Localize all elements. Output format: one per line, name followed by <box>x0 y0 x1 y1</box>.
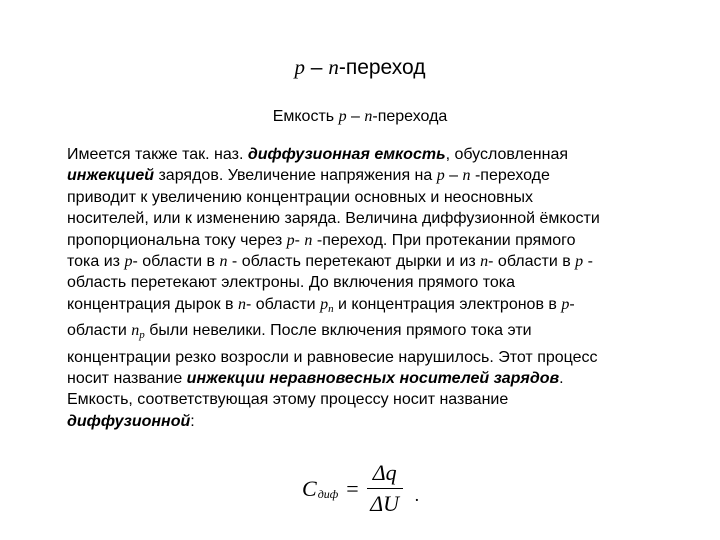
text-run: - <box>294 231 305 249</box>
text-run: и концентрация электронов в <box>333 295 562 313</box>
symbol-pn-subscript: n <box>328 302 334 315</box>
formula-numerator: Δq <box>367 460 403 489</box>
paragraph-line-13 <box>67 411 667 432</box>
formula-equals: = <box>346 475 359 501</box>
term-nonequilibrium-injection: инжекции неравновесных носителей зарядов <box>186 370 560 388</box>
text-run: – <box>444 167 463 185</box>
text-run: области <box>67 322 132 340</box>
paragraph-line-8 <box>67 294 667 320</box>
symbol-np: n <box>131 322 140 340</box>
symbol-n: n <box>480 253 489 271</box>
text-run: , обусловленная <box>445 146 568 163</box>
symbol-n: n <box>238 295 246 313</box>
text-run: -переходе <box>470 167 550 185</box>
text-run: зарядов. Увеличение напряжения на <box>154 167 437 185</box>
paragraph-line-2 <box>67 165 667 186</box>
paragraph-line-9 <box>67 320 667 346</box>
symbol-n: n <box>462 167 471 185</box>
diffusion-capacitance-formula <box>302 460 419 517</box>
text-run: - области в <box>132 253 220 271</box>
title-p: p <box>294 55 305 79</box>
text-run: . <box>559 370 564 388</box>
paragraph-line-1 <box>67 144 667 165</box>
formula-c-subscript: диф <box>317 487 339 501</box>
term-diffusion: диффузионной <box>67 412 191 430</box>
text-run: -переход. При протекании прямого <box>312 231 576 249</box>
symbol-n: n <box>219 253 228 271</box>
slide-subtitle <box>0 108 720 126</box>
term-injection: инжекцией <box>67 167 155 185</box>
formula-period: . <box>414 485 420 505</box>
text-run: - области <box>246 295 321 313</box>
subtitle-dash: – <box>346 108 365 125</box>
symbol-n: n <box>304 231 313 249</box>
paragraph-line-6 <box>67 251 667 272</box>
symbol-p: p <box>286 231 295 249</box>
paragraph-line-10: концентрации резко возросли и равновесие нарушилось. Этот процесс <box>67 348 598 366</box>
paragraph-line-7: область перетекают электроны. До включения прямого тока <box>67 274 516 292</box>
symbol-np-subscript: p <box>139 329 145 342</box>
body-paragraph <box>67 144 667 432</box>
symbol-p: p <box>436 167 445 185</box>
text-run: - области в <box>488 253 576 271</box>
paragraph-line-4: носителей, или к изменению заряда. Величина диффузионной ёмкости <box>67 210 600 228</box>
term-diffusion-capacitance: диффузионная емкость <box>247 146 446 163</box>
symbol-p: p <box>124 253 133 271</box>
formula-fraction <box>367 460 403 517</box>
formula-denominator: ΔU <box>370 491 400 516</box>
subtitle-n: n <box>364 108 373 125</box>
text-run: были невелики. После включения прямого тока эти <box>144 322 532 340</box>
subtitle-prefix: Емкость <box>272 108 339 125</box>
text-run: : <box>190 412 195 430</box>
text-run: - <box>583 253 593 271</box>
text-run: - область перетекают дырки и из <box>227 253 481 271</box>
paragraph-line-3: приводит к увеличению концентрации основных и неосновных <box>67 188 534 206</box>
paragraph-line-12: Емкость, соответствующая этому процессу носит название <box>67 391 509 409</box>
text-run: пропорциональна току через <box>67 231 287 249</box>
symbol-p: p <box>561 295 570 313</box>
title-n: n <box>328 55 339 79</box>
subtitle-rest: -перехода <box>372 108 448 125</box>
title-rest: -переход <box>338 56 426 79</box>
formula-c: C <box>302 475 317 501</box>
text-run: носит название <box>67 370 187 388</box>
paragraph-line-5 <box>67 230 667 251</box>
symbol-pn: p <box>320 295 329 313</box>
text-run: концентрация дырок в <box>67 295 238 313</box>
subtitle-p: p <box>338 108 347 125</box>
symbol-p: p <box>575 253 584 271</box>
text-run: - <box>569 295 575 313</box>
text-run: Имеется также так. наз. <box>67 146 248 163</box>
text-run: тока из <box>67 253 125 271</box>
title-dash: – <box>304 56 329 79</box>
slide-title <box>0 55 720 80</box>
paragraph-line-11 <box>67 368 667 389</box>
